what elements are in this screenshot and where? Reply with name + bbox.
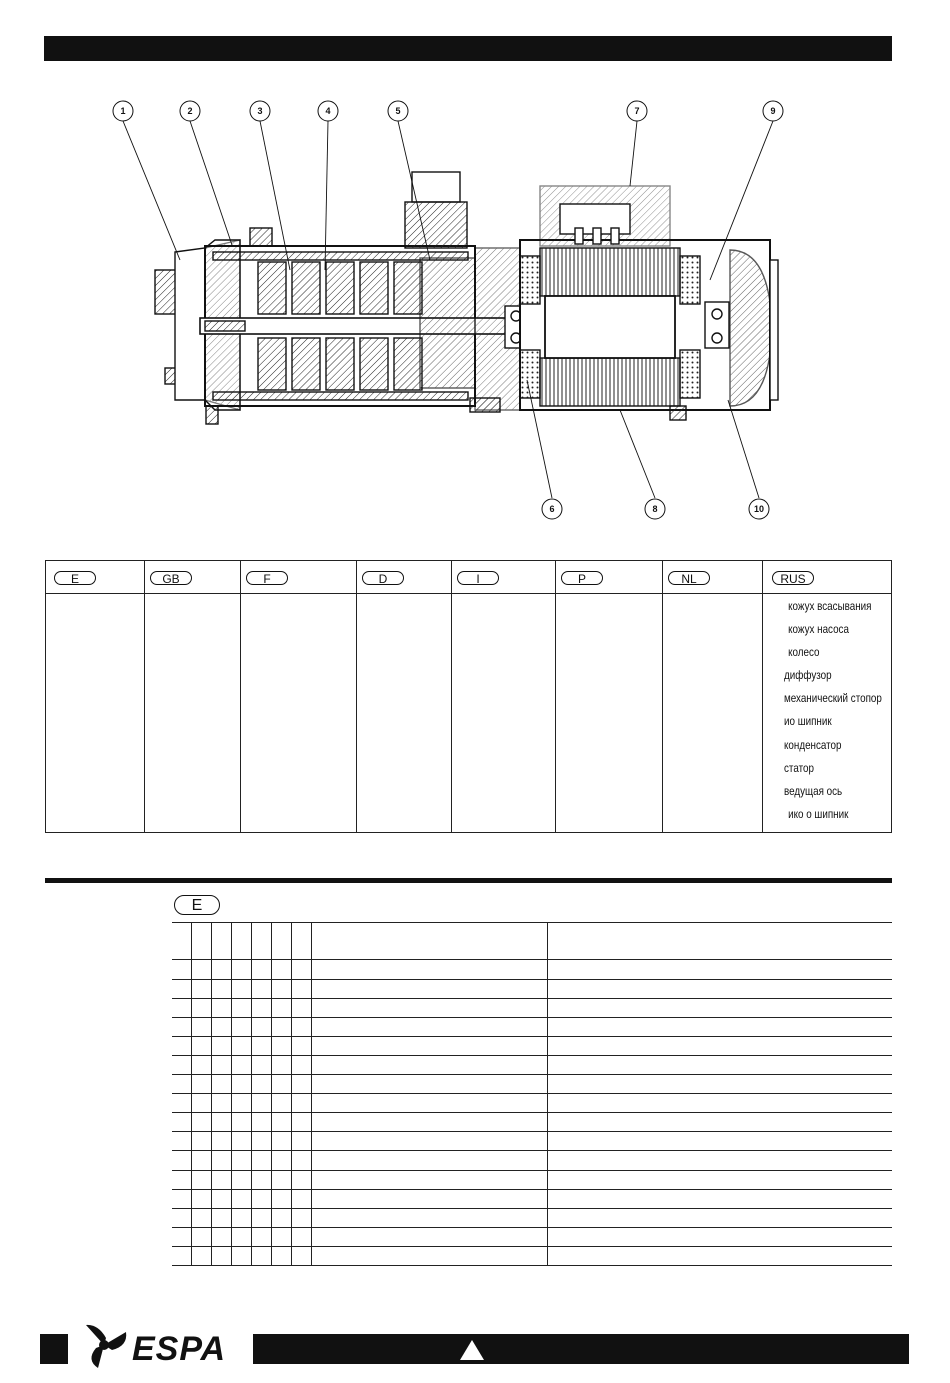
col-divider: [555, 561, 556, 832]
lang-badge-rus: RUS: [772, 571, 814, 585]
rus-part-1: кожух всасывания: [788, 599, 872, 613]
pump-cross-section-diagram: [0, 80, 950, 530]
col-divider: [762, 561, 763, 832]
col-divider: [662, 561, 663, 832]
footer-bar: [253, 1334, 909, 1364]
rus-part-4: диффузор: [784, 668, 832, 683]
col-divider: [451, 561, 452, 832]
rus-part-6: ио шипник: [784, 714, 832, 729]
rus-part-7: конденсатор: [784, 737, 842, 752]
section-divider: [45, 878, 892, 883]
brand-logo-text: ESPA: [132, 1330, 227, 1368]
callout-label-4: 4: [325, 106, 331, 116]
callout-label-9: 9: [770, 106, 776, 116]
rus-part-10: ико о шипник: [788, 806, 849, 821]
lang-badge-p: P: [561, 571, 603, 585]
callout-label-7: 7: [634, 106, 640, 116]
lang-badge-gb: GB: [150, 571, 192, 585]
col-divider: [240, 561, 241, 832]
callout-label-1: 1: [120, 106, 126, 116]
parts-language-table: [45, 560, 892, 833]
callout-label-3: 3: [257, 106, 263, 116]
callout-label-5: 5: [395, 106, 401, 116]
rus-part-5: механический стопор: [784, 691, 882, 706]
lang-badge-d: D: [362, 571, 404, 585]
rus-part-2: кожух насоса: [788, 622, 849, 637]
espa-logo-icon: [76, 1320, 132, 1370]
triangle-icon: [458, 1338, 486, 1362]
col-divider: [144, 561, 145, 832]
rus-part-9: ведущая ось: [784, 783, 843, 798]
col-divider: [356, 561, 357, 832]
callout-label-10: 10: [753, 504, 765, 514]
header-bar: [44, 36, 892, 61]
lang-badge-e: E: [54, 571, 96, 585]
footer-left-block: [40, 1334, 68, 1364]
lang-badge-nl: NL: [668, 571, 710, 585]
rus-part-3: колесо: [788, 645, 820, 660]
rus-part-8: статор: [784, 760, 814, 775]
pump-drawing: [155, 172, 778, 424]
callout-label-6: 6: [549, 504, 555, 514]
callout-label-2: 2: [187, 106, 193, 116]
troubleshooting-grid: [172, 922, 892, 1266]
rus-parts-list: [784, 599, 894, 830]
section2-lang-badge: E: [174, 895, 220, 915]
lang-badge-f: F: [246, 571, 288, 585]
callout-label-8: 8: [652, 504, 658, 514]
lang-badge-i: I: [457, 571, 499, 585]
